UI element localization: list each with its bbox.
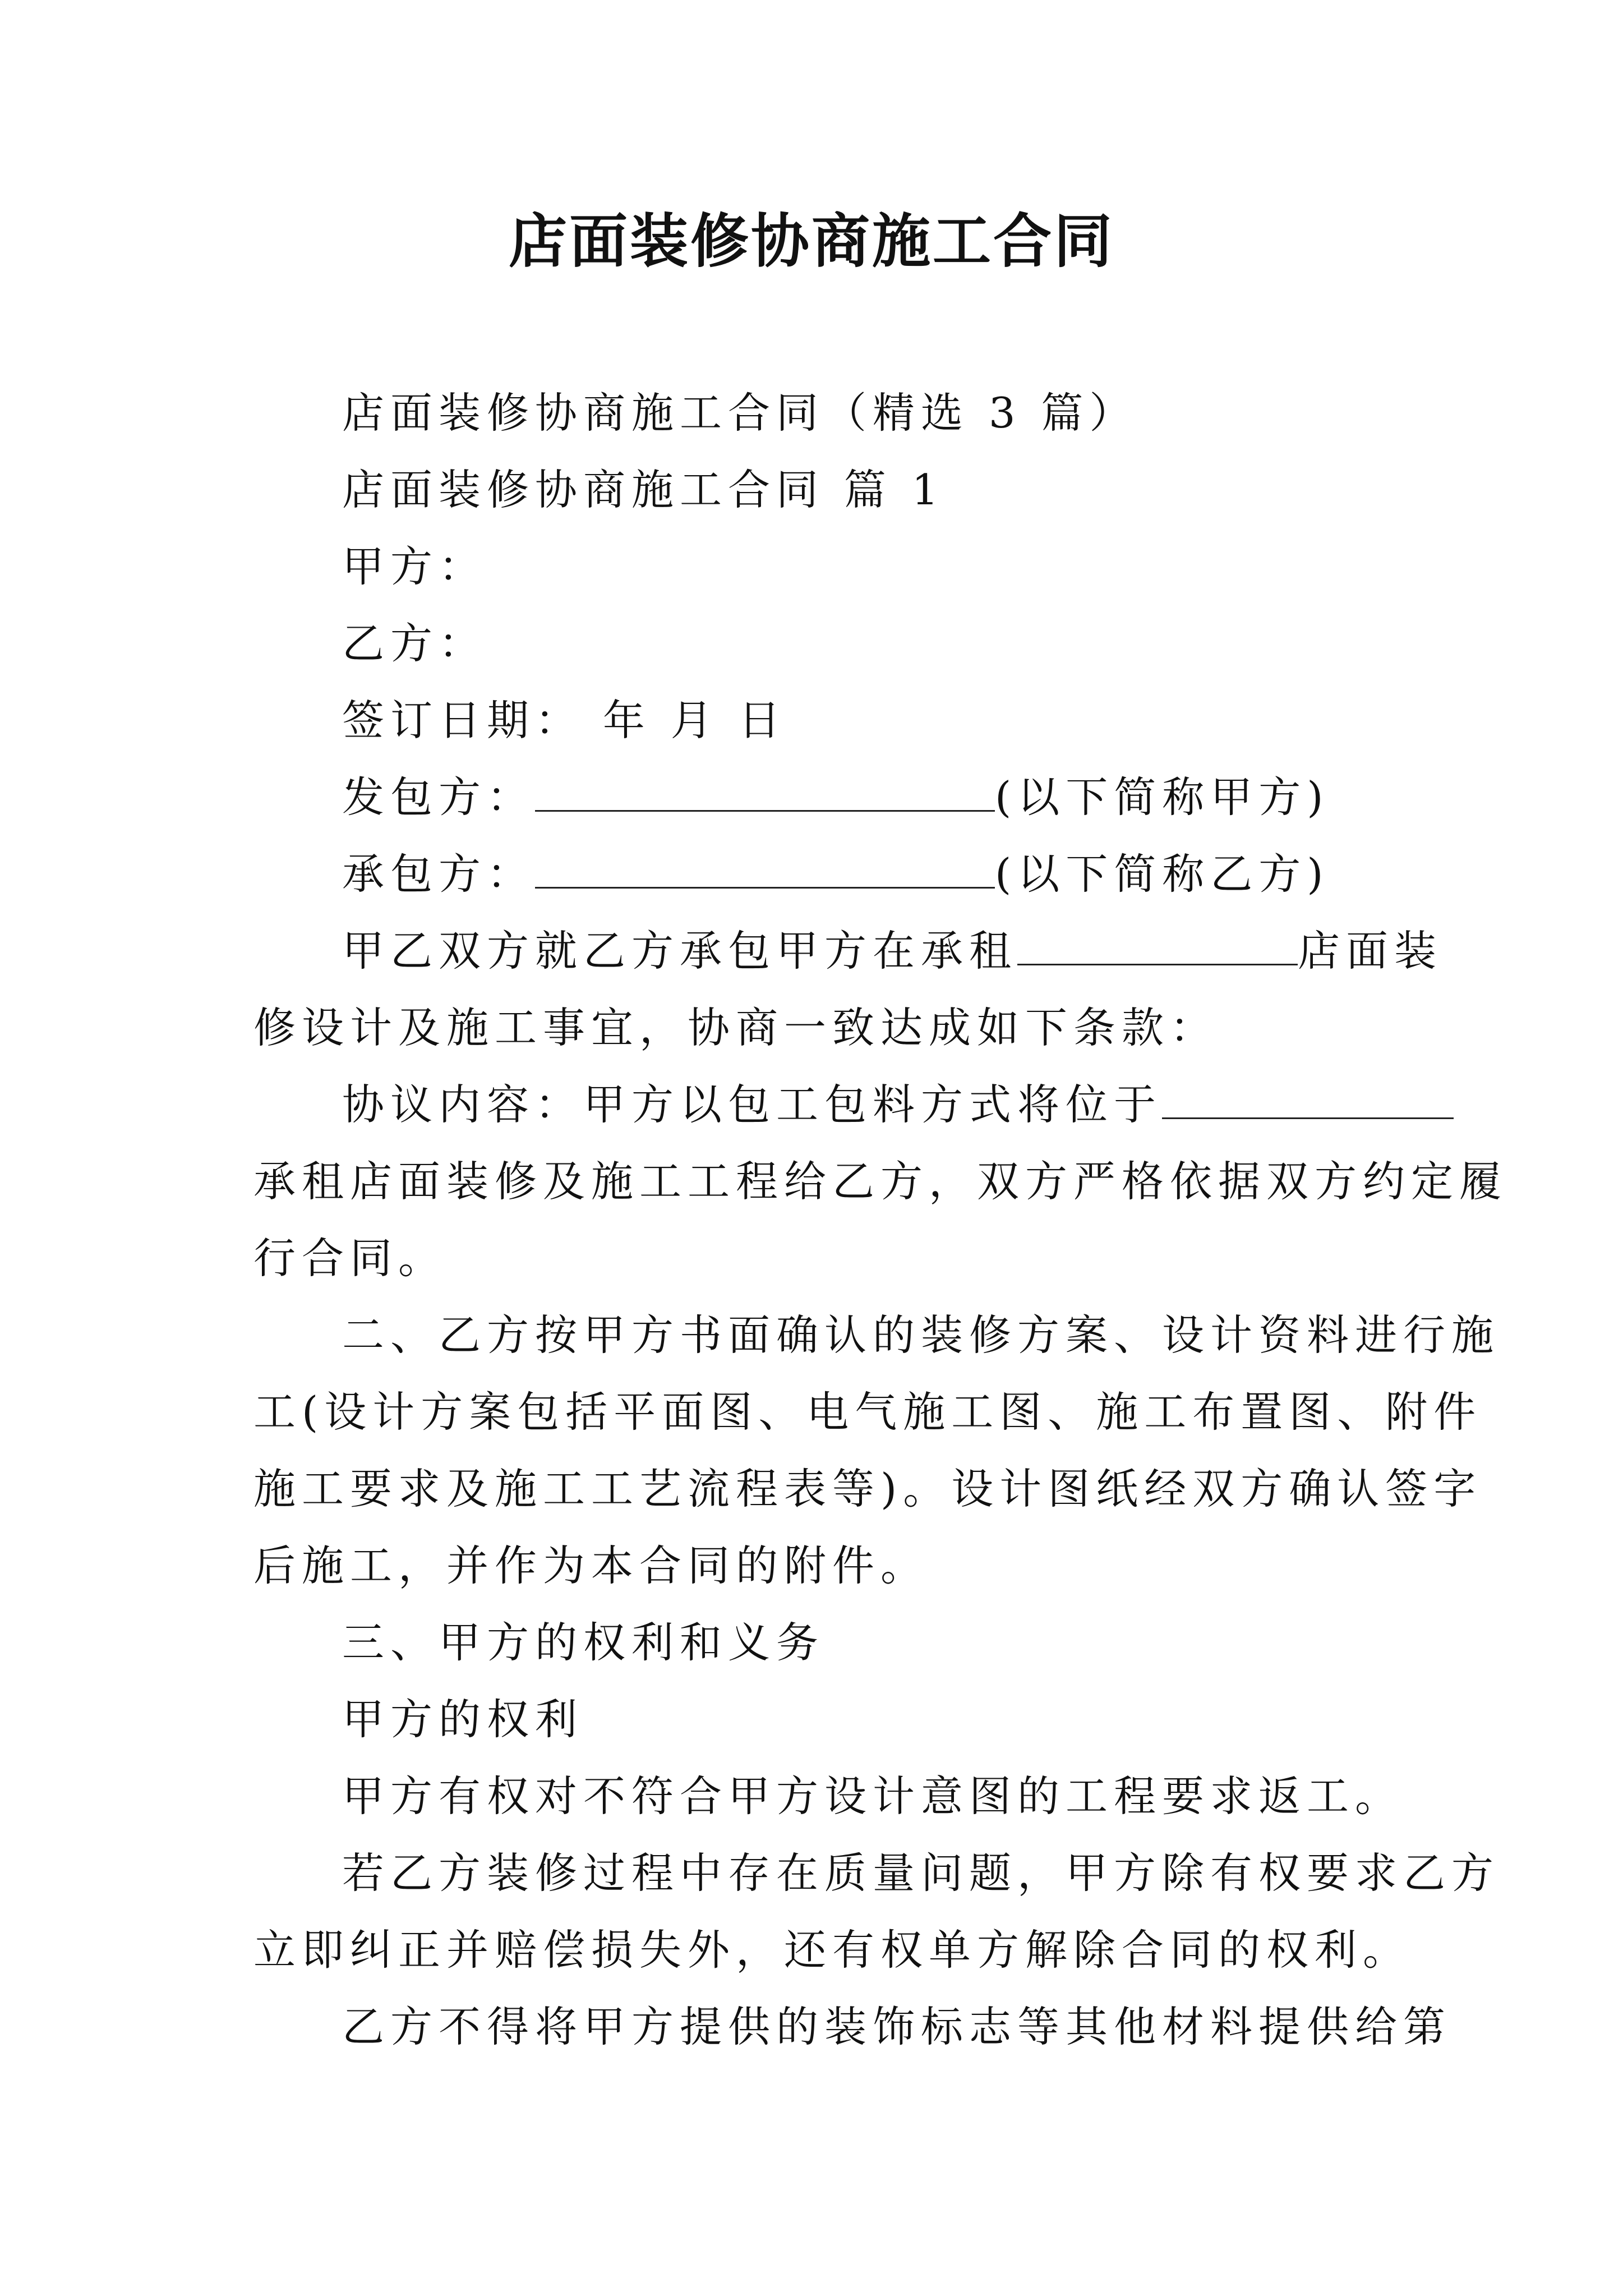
paragraph-1-line-1 [253,913,1443,990]
right-2-line-2: 立即纠正并赔偿损失外，还有权单方解除合同的权利。 [253,1925,1412,1975]
premises-blank [1017,924,1298,965]
employer-label: 发包方： [342,772,536,822]
paragraph-2-line-1 [253,1066,1386,1143]
location-blank [1162,1078,1454,1119]
section-3-heading: 三、甲方的权利和义务 [342,1618,825,1667]
contractor-label: 承包方： [342,849,536,899]
paragraph-3-line-2: 工(设计方案包括平面图、电气施工图、施工布置图、附件 [253,1387,1482,1437]
paragraph-3-line-3: 施工要求及施工工艺流程表等)。设计图纸经双方确认签字 [253,1464,1482,1513]
contractor-line [253,836,1386,913]
paragraph-1-text-b: 店面装 [1298,926,1443,976]
sign-date: 签订日期： 年 月 日 [342,696,787,745]
employer-blank [535,771,995,812]
paragraph-3-line-1: 二、乙方按甲方书面确认的装修方案、设计资料进行施 [342,1310,1500,1360]
paragraph-1-text-a: 甲乙双方就乙方承包甲方在承租 [342,926,1018,976]
section-heading: 店面装修协商施工合同 篇 1 [342,465,945,514]
contractor-blank [535,848,995,889]
paragraph-2-line-2: 承租店面装修及施工工程给乙方，双方严格依据双方约定履 [253,1157,1508,1206]
contractor-suffix: (以下简称乙方) [995,849,1330,899]
document-body [253,375,1508,2065]
employer-line [253,759,1386,836]
right-3-line-1: 乙方不得将甲方提供的装饰标志等其他材料提供给第 [342,2002,1452,2051]
party-a-rights-heading: 甲方的权利 [342,1695,584,1744]
employer-suffix: (以下简称甲方) [995,772,1330,822]
paragraph-1-line-2: 修设计及施工事宜，协商一致达成如下条款： [253,1003,1219,1052]
subtitle: 店面装修协商施工合同（精选 3 篇） [342,388,1138,438]
party-a-label: 甲方： [342,542,487,591]
right-2-line-1: 若乙方装修过程中存在质量问题，甲方除有权要求乙方 [342,1848,1500,1898]
right-1: 甲方有权对不符合甲方设计意图的工程要求返工。 [342,1772,1404,1821]
paragraph-2-text-a: 协议内容：甲方以包工包料方式将位于 [342,1080,1163,1129]
paragraph-3-line-4: 后施工，并作为本合同的附件。 [253,1541,929,1590]
party-b-label: 乙方： [342,619,487,668]
document-title: 店面装修协商施工合同 [508,206,1114,275]
paragraph-2-line-3: 行合同。 [253,1234,447,1283]
